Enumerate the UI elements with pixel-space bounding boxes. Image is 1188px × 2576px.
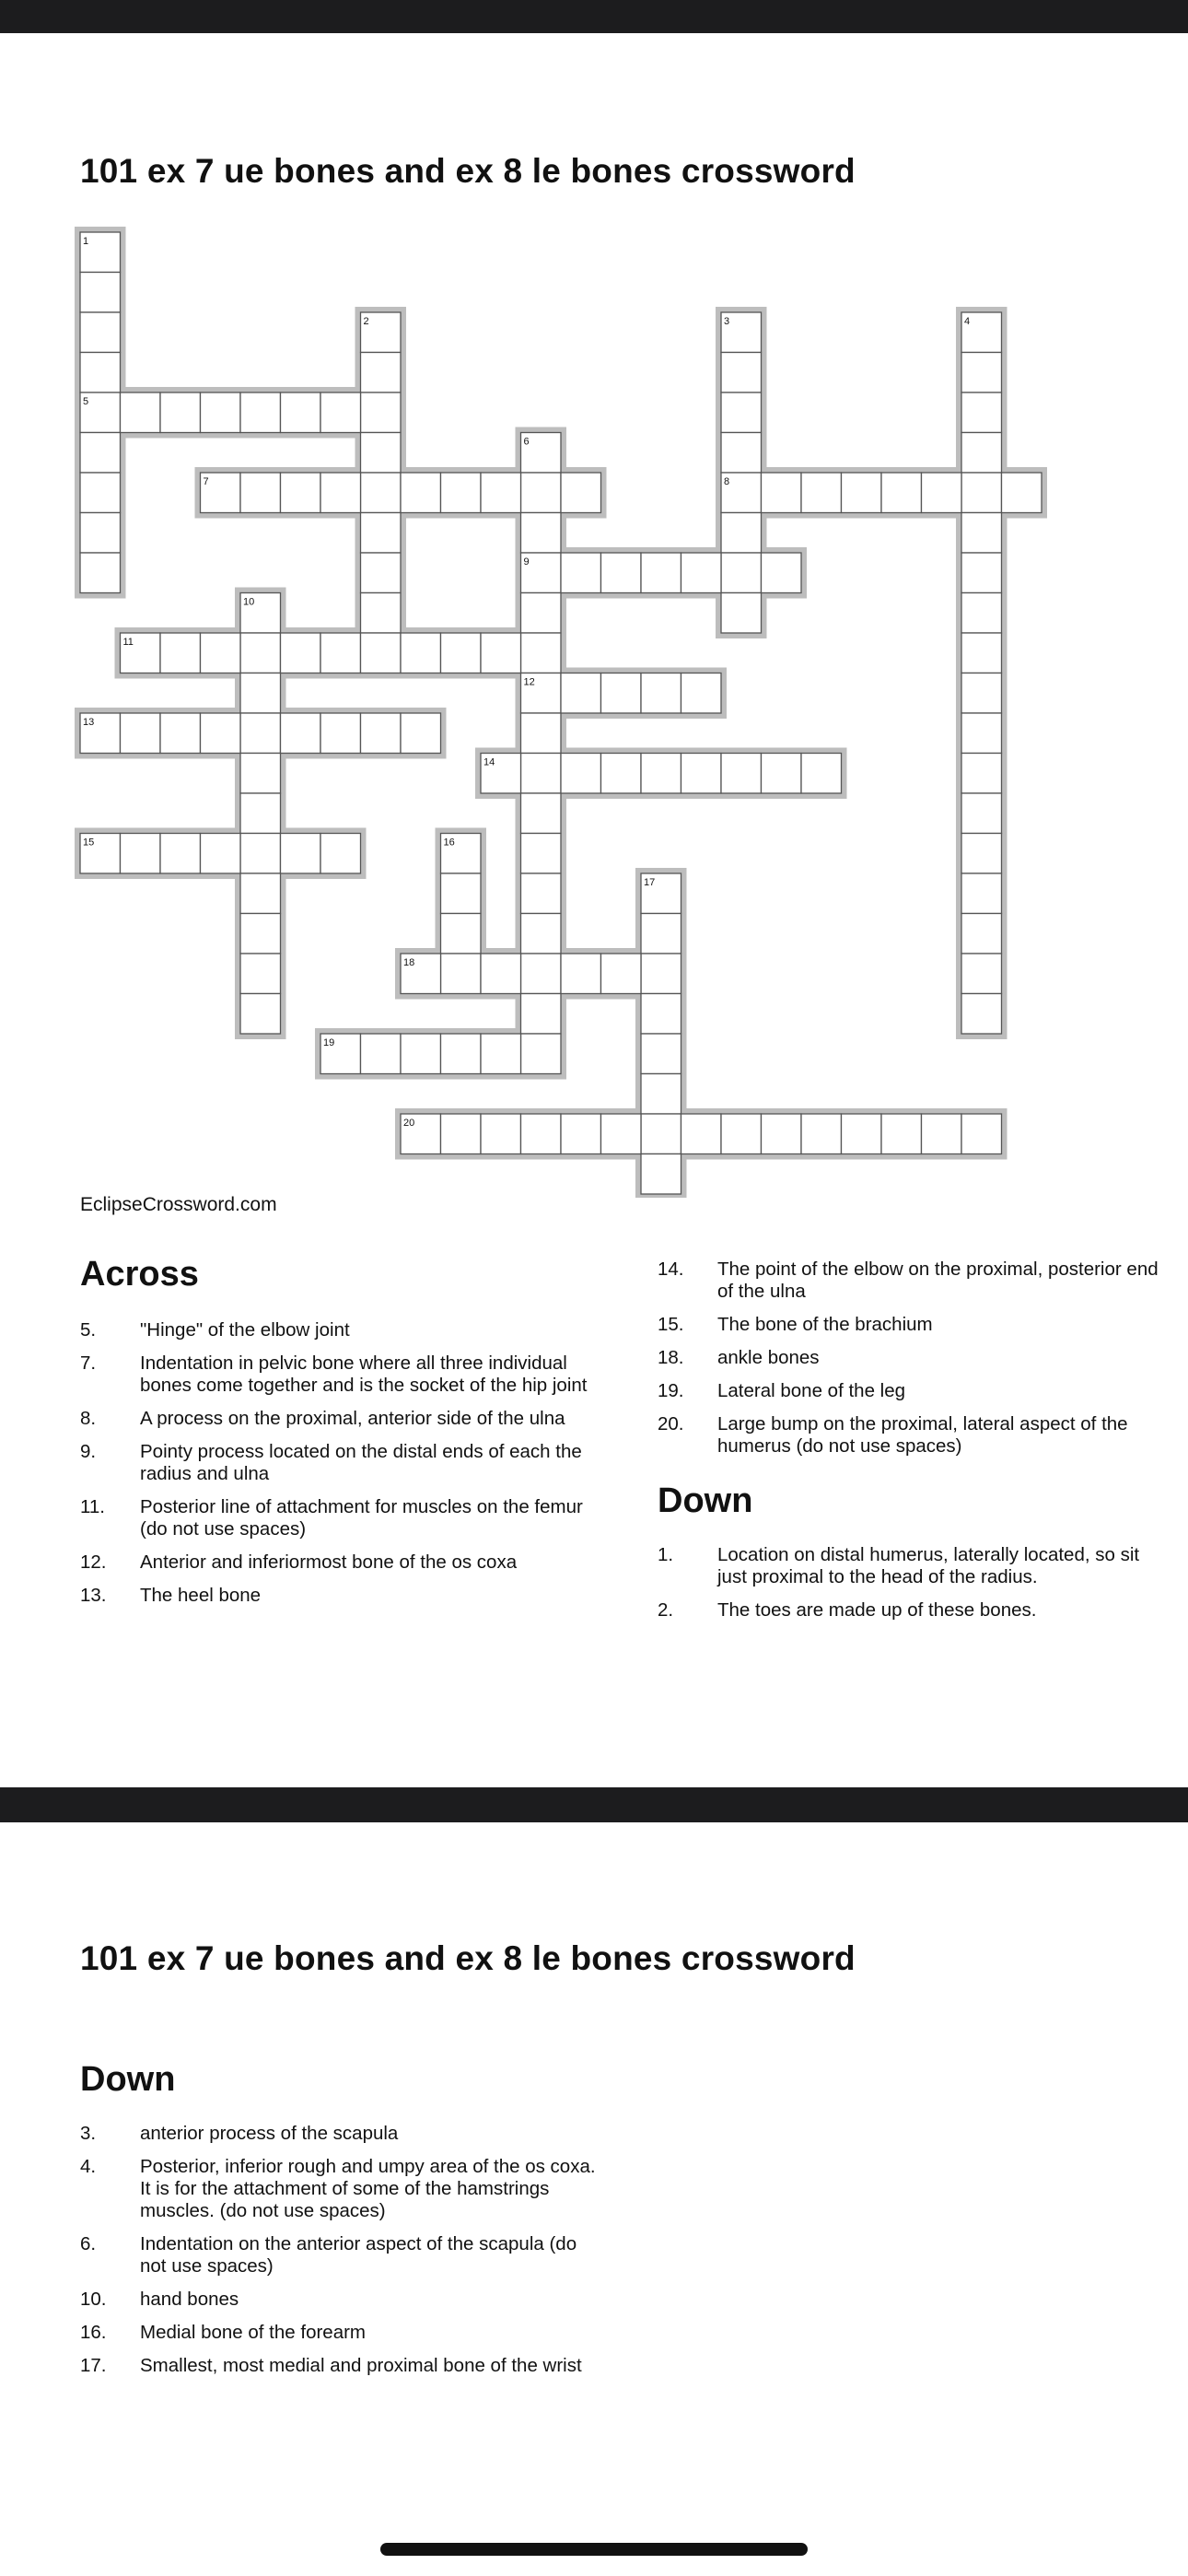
- grid-cell[interactable]: [521, 513, 562, 554]
- grid-cell[interactable]: [361, 513, 402, 554]
- grid-cell[interactable]: [961, 553, 1002, 593]
- clue-item: [80, 2289, 596, 2311]
- grid-cell[interactable]: [961, 754, 1002, 794]
- grid-cell[interactable]: [961, 873, 1002, 914]
- grid-cell[interactable]: [641, 673, 681, 714]
- grid-cell[interactable]: [521, 793, 562, 834]
- clue-number: 1.: [658, 1544, 674, 1565]
- grid-cell[interactable]: [240, 793, 281, 834]
- clue-item: [80, 1319, 596, 1341]
- grid-cell[interactable]: [641, 1114, 681, 1154]
- clue-item: [658, 1347, 1173, 1369]
- page-separator-bar: [0, 1787, 1188, 1822]
- clue-item: [80, 2233, 596, 2277]
- grid-cell[interactable]: [361, 713, 402, 754]
- grid-cell[interactable]: [281, 392, 321, 433]
- cell-number: 17: [644, 877, 656, 888]
- grid-cell[interactable]: [961, 834, 1002, 874]
- across-clue-list: [80, 1319, 596, 1618]
- grid-cell[interactable]: [601, 673, 642, 714]
- clue-number: 8.: [80, 1408, 97, 1429]
- grid-cell[interactable]: [401, 473, 441, 513]
- clue-item: [80, 1441, 596, 1485]
- across-clue-list-continued: [658, 1259, 1173, 1469]
- grid-cell[interactable]: [441, 1034, 482, 1074]
- clue-text: anterior process of the scapula: [140, 2123, 399, 2144]
- clue-item: [80, 1352, 596, 1397]
- clue-number: 2.: [658, 1599, 674, 1621]
- grid-cell[interactable]: [1002, 473, 1042, 513]
- grid-cell[interactable]: [401, 1034, 441, 1074]
- clue-text: Anterior and inferiormost bone of the os coxa: [140, 1551, 518, 1573]
- grid-cell[interactable]: [961, 633, 1002, 673]
- grid-cell[interactable]: [762, 1114, 802, 1154]
- cell-number: 19: [323, 1037, 335, 1048]
- cell-number: 8: [724, 476, 730, 487]
- cell-number: 13: [83, 717, 95, 728]
- credit-text: EclipseCrossword.com: [80, 1194, 277, 1215]
- clue-text: hand bones: [140, 2289, 239, 2310]
- grid-cell[interactable]: [681, 673, 722, 714]
- clue-item: [80, 1496, 596, 1540]
- grid-cell[interactable]: [922, 473, 962, 513]
- grid-cell[interactable]: [561, 473, 601, 513]
- grid-cell[interactable]: [641, 1154, 681, 1195]
- grid-cell[interactable]: [121, 834, 161, 874]
- grid-cell[interactable]: [361, 353, 402, 393]
- clue-text: Indentation on the anterior aspect of the scapula (do not use spaces): [140, 2233, 577, 2277]
- grid-cell[interactable]: [721, 754, 762, 794]
- grid-cell[interactable]: [361, 473, 402, 513]
- down-heading-repeat: Down: [80, 2060, 176, 2099]
- grid-cell[interactable]: [521, 994, 562, 1035]
- grid-cell[interactable]: [320, 633, 361, 673]
- grid-cell[interactable]: [922, 1114, 962, 1154]
- cell-number: 4: [964, 316, 971, 327]
- grid-cell[interactable]: [842, 473, 882, 513]
- clue-text: The toes are made up of these bones.: [717, 1599, 1037, 1621]
- cell-number: 3: [724, 316, 730, 327]
- grid-cell[interactable]: [160, 834, 201, 874]
- cell-number: 9: [523, 556, 530, 568]
- grid-cell[interactable]: [721, 392, 762, 433]
- clue-text: Large bump on the proximal, lateral aspect of the humerus (do not use spaces): [717, 1413, 1128, 1457]
- grid-cell[interactable]: [641, 914, 681, 954]
- cell-number: 12: [523, 676, 535, 688]
- grid-cell[interactable]: [240, 954, 281, 994]
- cell-number: 11: [122, 637, 134, 648]
- down-clue-list: [658, 1544, 1173, 1633]
- clue-text: ankle bones: [717, 1347, 820, 1368]
- clue-item: [658, 1314, 1173, 1336]
- grid-cell[interactable]: [281, 633, 321, 673]
- grid-cell[interactable]: [240, 873, 281, 914]
- grid-cell[interactable]: [441, 473, 482, 513]
- grid-cell[interactable]: [961, 793, 1002, 834]
- grid-cell[interactable]: [561, 673, 601, 714]
- grid-cell[interactable]: [641, 954, 681, 994]
- clue-text: Lateral bone of the leg: [717, 1380, 906, 1401]
- clue-text: Posterior, inferior rough and umpy area of the os coxa. It is for the attachment of some of the hamstrings muscles. (do not use spaces): [140, 2156, 596, 2221]
- clue-number: 7.: [80, 1352, 97, 1374]
- grid-cell[interactable]: [320, 834, 361, 874]
- clue-number: 13.: [80, 1585, 107, 1606]
- grid-cell[interactable]: [441, 954, 482, 994]
- clue-number: 16.: [80, 2322, 107, 2343]
- crossword-grid: [0, 0, 1188, 1198]
- grid-cell[interactable]: [201, 834, 241, 874]
- clue-number: 12.: [80, 1551, 107, 1573]
- grid-cell[interactable]: [881, 473, 922, 513]
- grid-cell[interactable]: [961, 954, 1002, 994]
- grid-cell[interactable]: [721, 353, 762, 393]
- grid-cell[interactable]: [240, 834, 281, 874]
- clue-number: 11.: [80, 1496, 105, 1517]
- clue-item: [80, 2322, 596, 2344]
- grid-cell[interactable]: [521, 873, 562, 914]
- clue-text: The heel bone: [140, 1585, 262, 1606]
- grid-cell[interactable]: [641, 754, 681, 794]
- grid-cell[interactable]: [801, 754, 842, 794]
- grid-cell[interactable]: [521, 473, 562, 513]
- grid-cell[interactable]: [521, 1114, 562, 1154]
- grid-cell[interactable]: [961, 1114, 1002, 1154]
- grid-cell[interactable]: [401, 633, 441, 673]
- cell-number: 14: [483, 756, 495, 768]
- grid-cell[interactable]: [681, 1114, 722, 1154]
- cell-number: 15: [83, 837, 95, 849]
- cell-number: 10: [243, 596, 255, 608]
- grid-cell[interactable]: [121, 713, 161, 754]
- grid-cell[interactable]: [80, 273, 121, 313]
- clue-text: The bone of the brachium: [717, 1314, 933, 1335]
- clue-number: 10.: [80, 2289, 107, 2310]
- grid-cell[interactable]: [521, 914, 562, 954]
- grid-cell[interactable]: [441, 1114, 482, 1154]
- grid-cell[interactable]: [401, 713, 441, 754]
- grid-cell[interactable]: [601, 954, 642, 994]
- grid-cell[interactable]: [721, 433, 762, 474]
- grid-cell[interactable]: [361, 1034, 402, 1074]
- grid-cell[interactable]: [681, 754, 722, 794]
- clue-item: [80, 1408, 596, 1430]
- grid-cell[interactable]: [961, 473, 1002, 513]
- grid-cell[interactable]: [481, 1114, 521, 1154]
- grid-cell[interactable]: [481, 473, 521, 513]
- grid-cell[interactable]: [160, 392, 201, 433]
- grid-cell[interactable]: [641, 1074, 681, 1115]
- grid-cell[interactable]: [521, 593, 562, 634]
- page-title: 101 ex 7 ue bones and ex 8 le bones crossword: [80, 152, 856, 190]
- grid-cell[interactable]: [521, 754, 562, 794]
- grid-cell[interactable]: [881, 1114, 922, 1154]
- home-indicator[interactable]: [380, 2543, 808, 2556]
- clue-text: The point of the elbow on the proximal, posterior end of the ulna: [717, 1259, 1159, 1302]
- cell-number: 16: [443, 837, 455, 849]
- grid-cell[interactable]: [361, 633, 402, 673]
- grid-cell[interactable]: [681, 553, 722, 593]
- grid-cell[interactable]: [240, 633, 281, 673]
- grid-cell[interactable]: [361, 433, 402, 474]
- grid-cell[interactable]: [842, 1114, 882, 1154]
- grid-cell[interactable]: [441, 914, 482, 954]
- grid-cell[interactable]: [961, 673, 1002, 714]
- clue-text: "Hinge" of the elbow joint: [140, 1319, 350, 1341]
- grid-cell[interactable]: [721, 553, 762, 593]
- grid-cell[interactable]: [201, 713, 241, 754]
- grid-cell[interactable]: [521, 633, 562, 673]
- grid-cell[interactable]: [961, 593, 1002, 634]
- clue-text: Indentation in pelvic bone where all three individual bones come together and is the socket of the hip joint: [140, 1352, 588, 1396]
- cell-number: 7: [203, 476, 209, 487]
- grid-cell[interactable]: [521, 954, 562, 994]
- clue-text: Location on distal humerus, laterally located, so sit just proximal to the head of the radius.: [717, 1544, 1140, 1587]
- grid-cell[interactable]: [441, 873, 482, 914]
- grid-cell[interactable]: [281, 713, 321, 754]
- grid-cell[interactable]: [481, 1034, 521, 1074]
- cell-number: 1: [83, 236, 89, 247]
- grid-cell[interactable]: [281, 473, 321, 513]
- clue-item: [658, 1544, 1173, 1588]
- grid-cell[interactable]: [201, 633, 241, 673]
- grid-cell[interactable]: [961, 713, 1002, 754]
- grid-cell[interactable]: [80, 312, 121, 353]
- grid-cell[interactable]: [361, 553, 402, 593]
- grid-cell[interactable]: [240, 473, 281, 513]
- grid-cell[interactable]: [762, 553, 802, 593]
- clue-number: 3.: [80, 2123, 97, 2144]
- grid-cell[interactable]: [721, 593, 762, 634]
- grid-cell[interactable]: [201, 392, 241, 433]
- grid-cell[interactable]: [80, 433, 121, 474]
- clue-number: 9.: [80, 1441, 97, 1462]
- grid-cell[interactable]: [601, 553, 642, 593]
- grid-cell[interactable]: [320, 473, 361, 513]
- clue-number: 19.: [658, 1380, 684, 1401]
- down-clue-list-continued: [80, 2123, 596, 2388]
- grid-cell[interactable]: [240, 392, 281, 433]
- clue-item: [80, 2355, 596, 2377]
- grid-cell[interactable]: [561, 954, 601, 994]
- clue-number: 20.: [658, 1413, 684, 1434]
- clue-text: Smallest, most medial and proximal bone of the wrist: [140, 2355, 582, 2376]
- grid-cell[interactable]: [762, 473, 802, 513]
- clue-item: [80, 1551, 596, 1574]
- clue-item: [80, 2123, 596, 2145]
- clue-text: Pointy process located on the distal ends of each the radius and ulna: [140, 1441, 582, 1484]
- clue-number: 17.: [80, 2355, 107, 2376]
- clue-text: Medial bone of the forearm: [140, 2322, 366, 2343]
- clue-item: [658, 1380, 1173, 1402]
- grid-cell[interactable]: [240, 754, 281, 794]
- clue-number: 14.: [658, 1259, 684, 1280]
- clue-item: [80, 1585, 596, 1607]
- grid-cell[interactable]: [762, 754, 802, 794]
- clue-text: A process on the proximal, anterior side of the ulna: [140, 1408, 565, 1429]
- clue-number: 15.: [658, 1314, 684, 1335]
- cell-number: 18: [403, 957, 415, 968]
- clue-item: [658, 1599, 1173, 1622]
- across-heading: Across: [80, 1255, 199, 1294]
- grid-cell[interactable]: [441, 633, 482, 673]
- grid-cell[interactable]: [961, 914, 1002, 954]
- clue-number: 18.: [658, 1347, 684, 1368]
- grid-cell[interactable]: [361, 593, 402, 634]
- grid-cell[interactable]: [320, 392, 361, 433]
- grid-cell[interactable]: [801, 1114, 842, 1154]
- grid-cell[interactable]: [481, 633, 521, 673]
- grid-cell[interactable]: [521, 834, 562, 874]
- clue-item: [658, 1259, 1173, 1303]
- grid-cell[interactable]: [320, 713, 361, 754]
- grid-cell[interactable]: [721, 1114, 762, 1154]
- clue-number: 5.: [80, 1319, 97, 1341]
- grid-cell[interactable]: [601, 1114, 642, 1154]
- grid-cell[interactable]: [961, 433, 1002, 474]
- clue-item: [658, 1413, 1173, 1458]
- grid-cell[interactable]: [521, 1034, 562, 1074]
- grid-cell[interactable]: [561, 553, 601, 593]
- grid-cell[interactable]: [521, 713, 562, 754]
- grid-cell[interactable]: [80, 513, 121, 554]
- grid-cell[interactable]: [240, 713, 281, 754]
- grid-cell[interactable]: [80, 353, 121, 393]
- grid-cell[interactable]: [80, 473, 121, 513]
- grid-cell[interactable]: [961, 392, 1002, 433]
- grid-cell[interactable]: [561, 1114, 601, 1154]
- grid-cell[interactable]: [721, 513, 762, 554]
- down-heading: Down: [658, 1481, 753, 1520]
- clue-number: 4.: [80, 2156, 97, 2177]
- grid-cell[interactable]: [240, 673, 281, 714]
- grid-cell[interactable]: [641, 1034, 681, 1074]
- grid-cell[interactable]: [361, 392, 402, 433]
- clue-item: [80, 2156, 596, 2222]
- page-title-repeat: 101 ex 7 ue bones and ex 8 le bones crossword: [80, 1939, 856, 1977]
- grid-cell[interactable]: [80, 553, 121, 593]
- clue-number: 6.: [80, 2233, 97, 2254]
- cell-number: 20: [403, 1118, 415, 1129]
- grid-cell[interactable]: [961, 994, 1002, 1035]
- cell-number: 6: [523, 436, 530, 448]
- grid-cell[interactable]: [281, 834, 321, 874]
- grid-cell[interactable]: [641, 553, 681, 593]
- cell-number: 5: [83, 396, 89, 407]
- grid-cell[interactable]: [641, 994, 681, 1035]
- grid-cell[interactable]: [160, 633, 201, 673]
- grid-cell[interactable]: [481, 954, 521, 994]
- clue-text: Posterior line of attachment for muscles on the femur (do not use spaces): [140, 1496, 583, 1540]
- grid-cell[interactable]: [121, 392, 161, 433]
- cell-number: 2: [363, 316, 369, 327]
- grid-cell[interactable]: [601, 754, 642, 794]
- grid-cell[interactable]: [240, 994, 281, 1035]
- grid-cell[interactable]: [961, 353, 1002, 393]
- grid-cell[interactable]: [801, 473, 842, 513]
- grid-cell[interactable]: [561, 754, 601, 794]
- grid-cell[interactable]: [240, 914, 281, 954]
- grid-cell[interactable]: [160, 713, 201, 754]
- grid-cell[interactable]: [961, 513, 1002, 554]
